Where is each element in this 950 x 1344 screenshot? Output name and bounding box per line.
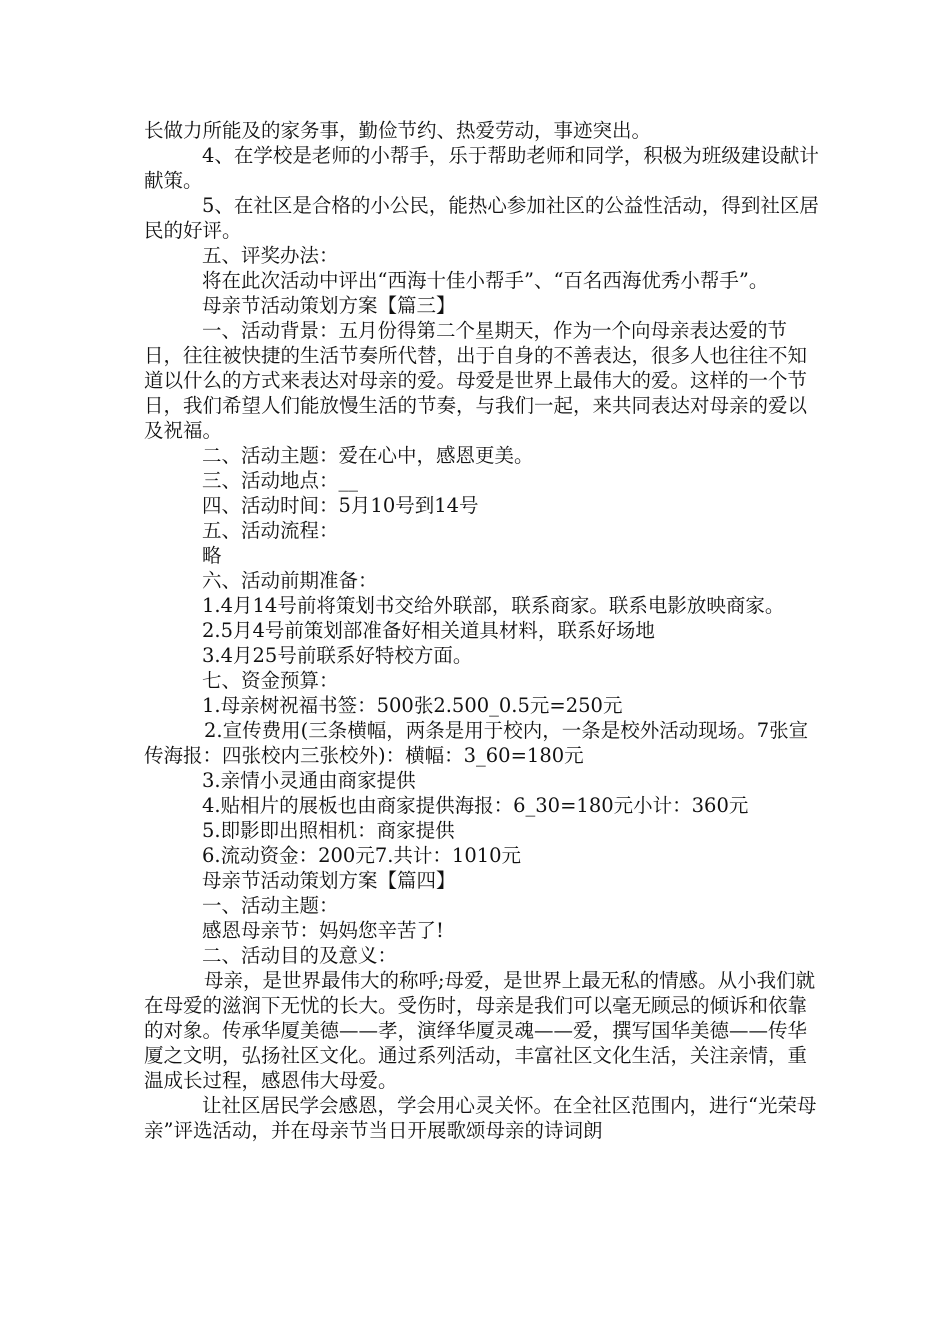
section-heading: 五、评奖办法：	[202, 244, 339, 267]
section-heading: 二、活动目的及意义：	[202, 944, 398, 967]
section-title: 母亲节活动策划方案【篇三】	[202, 294, 456, 317]
list-item: 4.贴相片的展板也由商家提供海报：6_30=180元小计：360元	[202, 794, 749, 817]
paragraph: 四、活动时间：5月10号到14号	[202, 494, 479, 517]
section-heading: 五、活动流程：	[202, 519, 339, 542]
section-heading: 六、活动前期准备：	[202, 569, 378, 592]
list-item: 2.宣传费用(三条横幅，两条是用于校内，一条是校外活动现场。7张宣传海报：四张校内三张校外)：横幅：3_60=180元	[144, 719, 809, 767]
section-heading: 一、活动主题：	[202, 894, 339, 917]
paragraph: 感恩母亲节：妈妈您辛苦了!	[202, 919, 444, 942]
paragraph: 三、活动地点：__	[202, 469, 359, 492]
list-item: 3.亲情小灵通由商家提供	[202, 769, 416, 792]
paragraph: 母亲，是世界最伟大的称呼;母爱，是世界上最无私的情感。从小我们就在母爱的滋润下无忧的长大。受伤时，母亲是我们可以毫无顾忌的倾诉和依靠的对象。传承华厦美德——孝，演绎华厦灵魂——爱，撰写国华美德——传华厦之文明，弘扬社区文化。通过系列活动，丰富社区文化生活，关注亲情，重温成长过程，感恩伟大母爱。	[144, 969, 816, 1092]
section-title: 母亲节活动策划方案【篇四】	[202, 869, 456, 892]
list-item: 5.即影即出照相机：商家提供	[202, 819, 455, 842]
section-heading: 七、资金预算：	[202, 669, 339, 692]
paragraph: 5、在社区是合格的小公民，能热心参加社区的公益性活动，得到社区居民的好评。	[144, 194, 819, 242]
list-item: 1.母亲树祝福书签：500张2.500_0.5元=250元	[202, 694, 623, 717]
list-item: 1.4月14号前将策划书交给外联部，联系商家。联系电影放映商家。	[202, 594, 785, 617]
list-item: 2.5月4号前策划部准备好相关道具材料，联系好场地	[202, 619, 655, 642]
list-item: 3.4月25号前联系好特校方面。	[202, 644, 473, 667]
paragraph: 略	[202, 544, 222, 567]
paragraph: 将在此次活动中评出“西海十佳小帮手”、“百名西海优秀小帮手”。	[202, 269, 769, 292]
paragraph: 4、在学校是老师的小帮手，乐于帮助老师和同学，积极为班级建设献计献策。	[144, 144, 819, 192]
paragraph: 一、活动背景：五月份得第二个星期天，作为一个向母亲表达爱的节日，往往被快捷的生活节奏所代替，出于自身的不善表达，很多人也往往不知道以什么的方式来表达对母亲的爱。母爱是世界上最伟大的爱。这样的一个节日，我们希望人们能放慢生活的节奏，与我们一起，来共同表达对母亲的爱以及祝福。	[144, 319, 808, 442]
paragraph: 二、活动主题：爱在心中，感恩更美。	[202, 444, 534, 467]
paragraph: 长做力所能及的家务事，勤俭节约、热爱劳动，事迹突出。	[144, 119, 652, 142]
list-item: 6.流动资金：200元7.共计：1010元	[202, 844, 522, 867]
document-page	[144, 118, 819, 1143]
paragraph: 让社区居民学会感恩，学会用心灵关怀。在全社区范围内，进行“光荣母亲”评选活动，并在母亲节当日开展歌颂母亲的诗词朗	[144, 1094, 817, 1142]
